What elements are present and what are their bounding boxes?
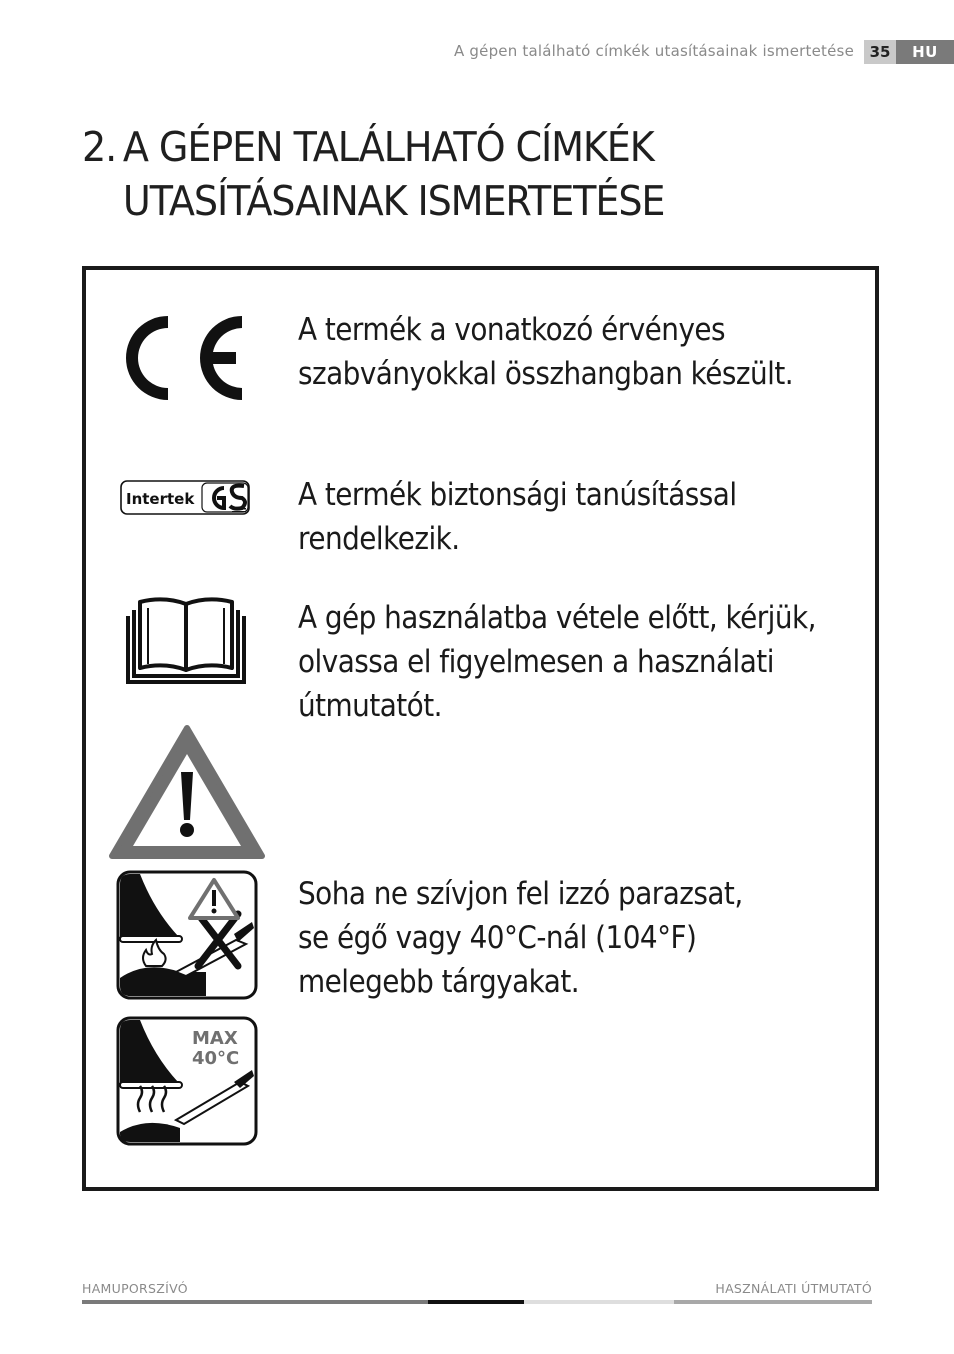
footer-bar-1 <box>82 1300 428 1304</box>
intertek-logo-text: Intertek <box>126 490 195 508</box>
section-title <box>82 120 664 228</box>
labels-frame <box>82 266 879 1191</box>
open-book-icon <box>124 596 248 686</box>
no-burning-embers-icon <box>116 870 258 1000</box>
warning-triangle-icon <box>108 724 266 860</box>
footer-doc-type: HASZNÁLATI ÚTMUTATÓ <box>715 1281 872 1296</box>
section-number: 2. <box>82 123 117 171</box>
footer-bar-3 <box>524 1300 674 1304</box>
running-title: A gépen található címkék utasításainak ismertetése <box>453 42 854 60</box>
intertek-gs-icon <box>120 476 254 518</box>
footer-bar-4 <box>674 1300 872 1304</box>
footer-bar-2 <box>428 1300 524 1304</box>
page-number: 35 <box>864 40 896 64</box>
max-label: MAX <box>192 1028 238 1049</box>
gs-description: A termék biztonsági tanúsítással rendelkezik. <box>298 477 737 557</box>
section-title-line2: UTASÍTÁSAINAK ISMERTETÉSE <box>122 177 665 225</box>
max-40c-icon <box>116 1016 258 1146</box>
ce-mark-icon <box>122 312 246 404</box>
section-title-line1: A GÉPEN TALÁLHATÓ CÍMKÉK <box>122 123 654 171</box>
language-tab: HU <box>896 40 954 64</box>
embers-description: Soha ne szívjon fel izzó parazsat, se égő vagy 40°C-nál (104°F) melegebb tárgyakat. <box>298 876 743 1000</box>
temp-label: 40°C <box>192 1048 240 1069</box>
manual-description: A gép használatba vétele előtt, kérjük, olvassa el figyelmesen a használati útmutatót. <box>298 600 816 724</box>
footer-product: HAMUPORSZÍVÓ <box>82 1281 188 1296</box>
ce-description: A termék a vonatkozó érvényes szabványokkal összhangban készült. <box>298 312 794 392</box>
